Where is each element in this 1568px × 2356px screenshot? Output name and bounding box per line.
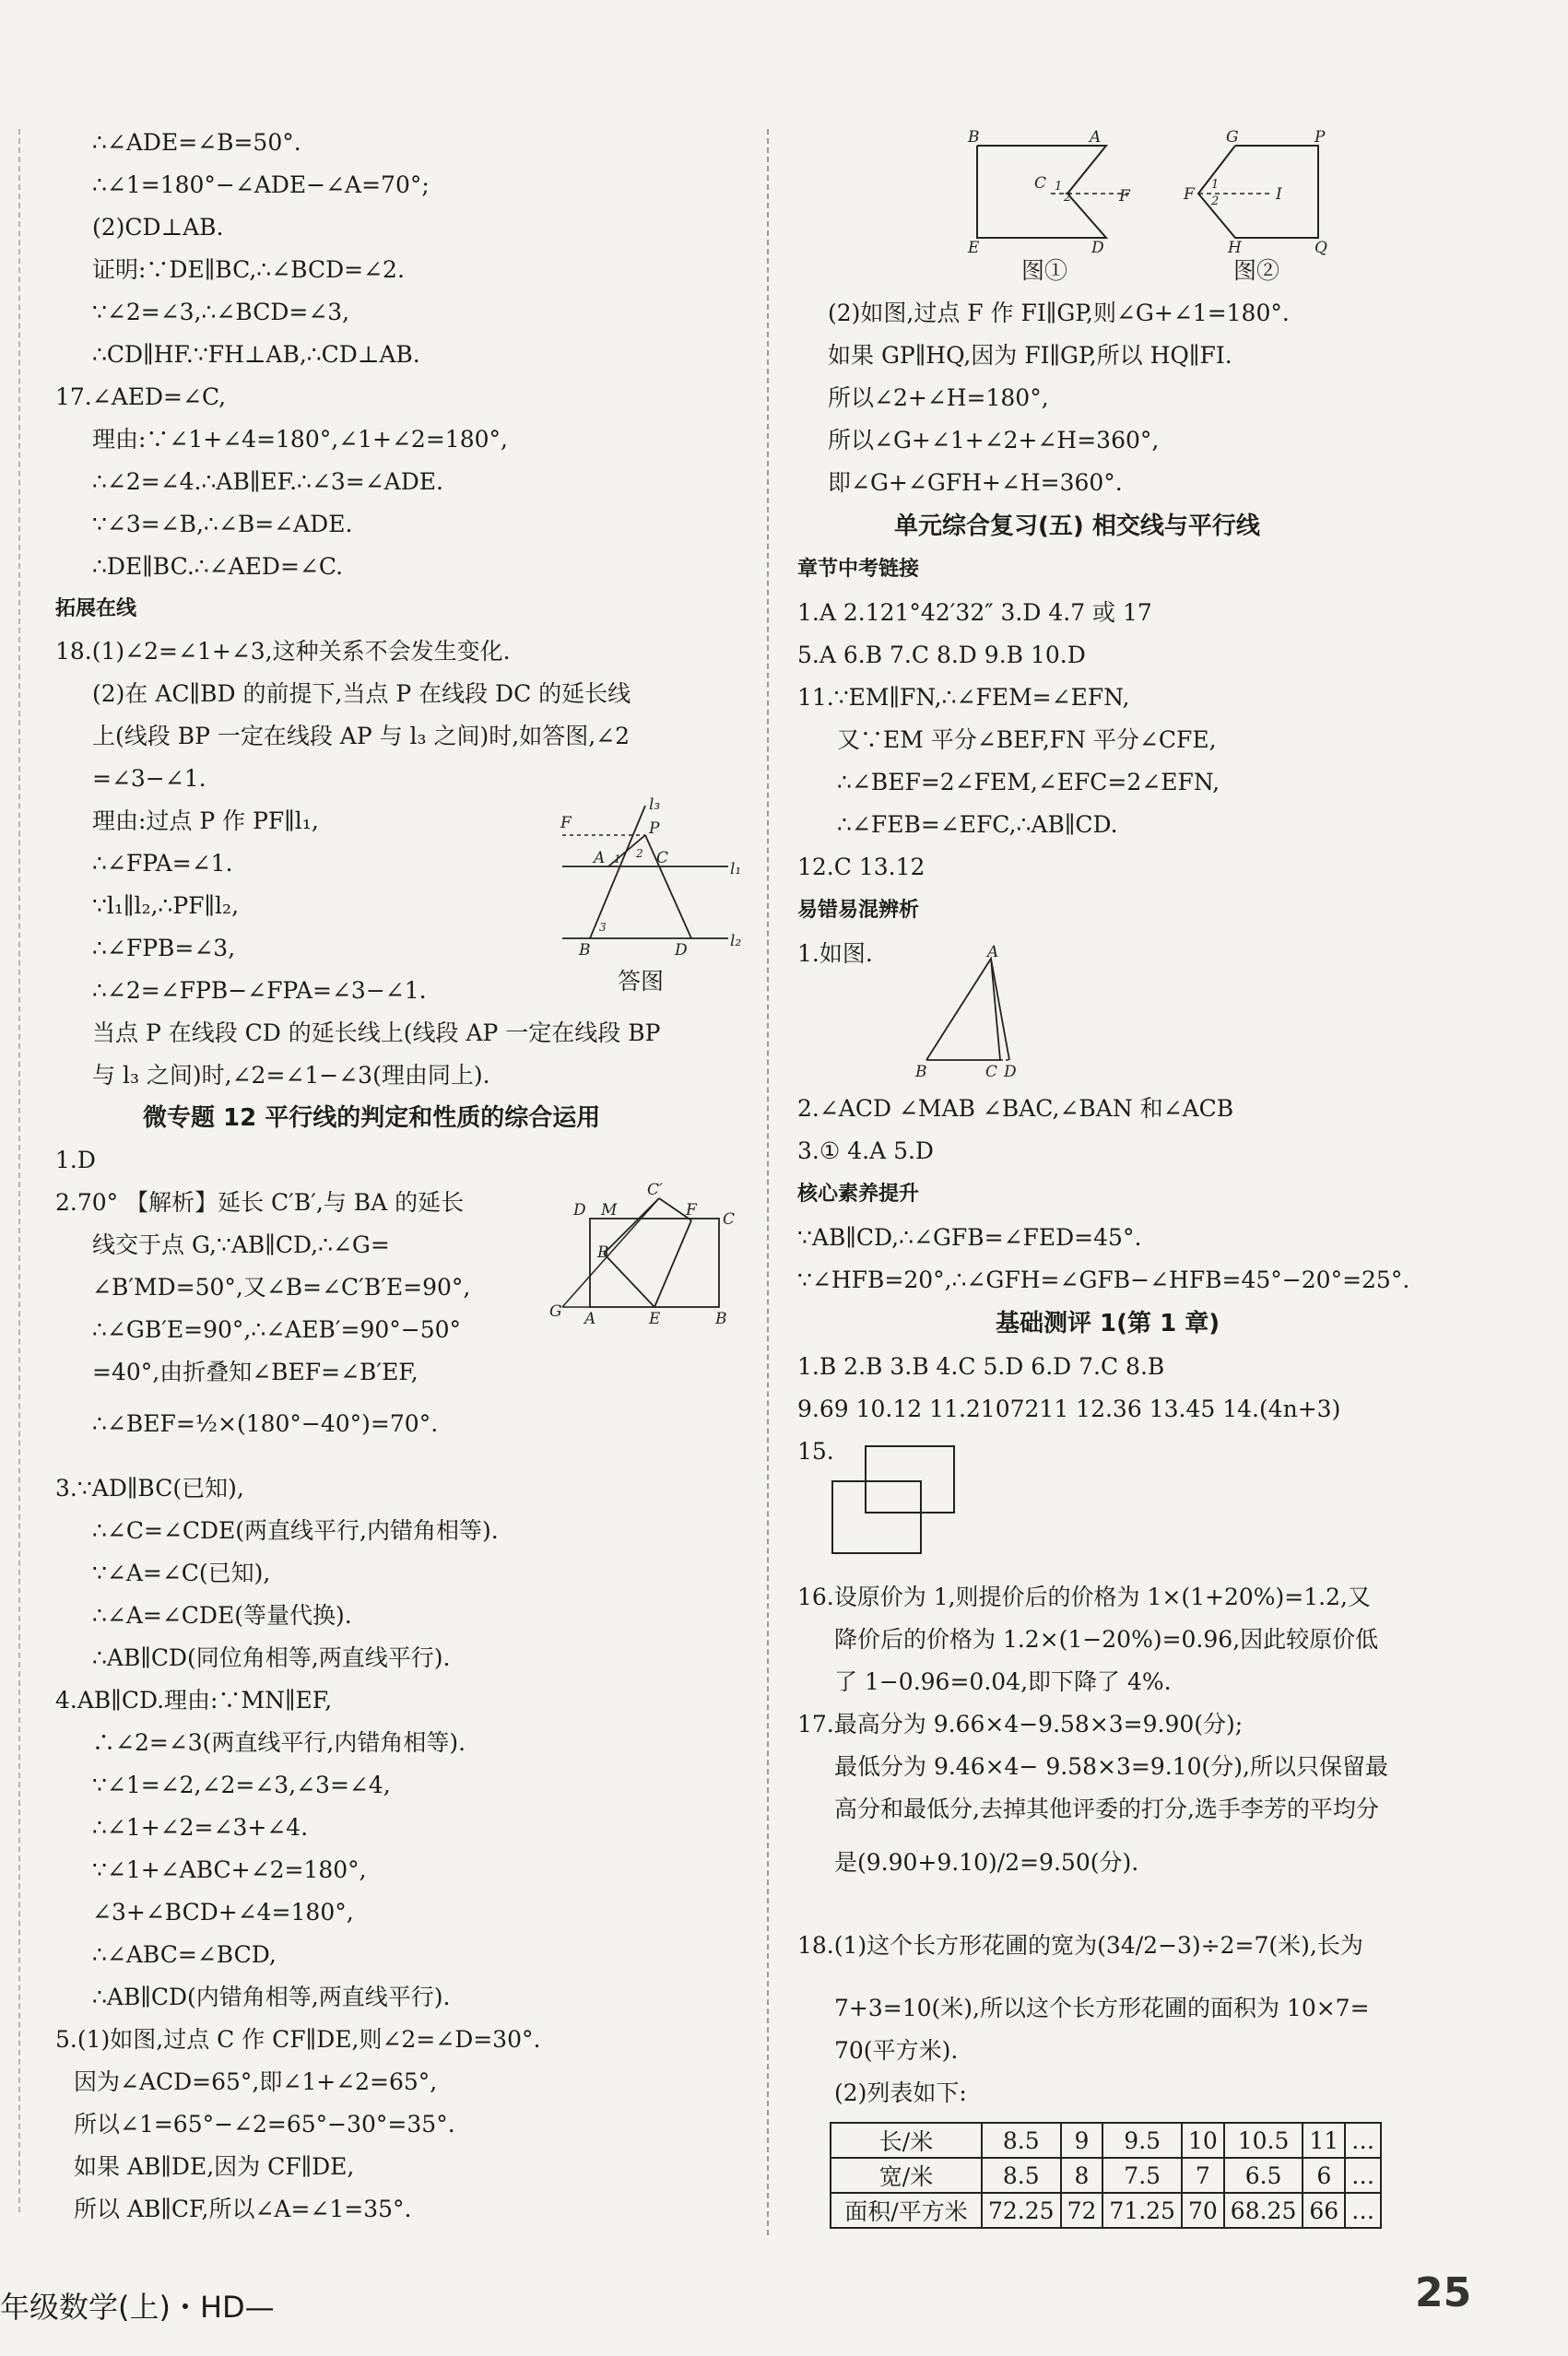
text-line: 所以∠2+∠H=180°, — [828, 384, 1049, 411]
text-line: ∴∠A=∠CDE(等量代换). — [92, 1602, 352, 1629]
text-line: 上(线段 BP 一定在线段 AP 与 l₃ 之间)时,如答图,∠2 — [92, 723, 631, 749]
svg-text:H: H — [1228, 239, 1242, 257]
section-heading: 基础测评 1(第 1 章) — [996, 1310, 1220, 1337]
svg-text:I: I — [1276, 185, 1282, 204]
table-cell: 72 — [1061, 2193, 1103, 2228]
svg-text:D: D — [1091, 239, 1104, 257]
table-cell: 68.25 — [1224, 2193, 1303, 2228]
table-cell: 66 — [1303, 2193, 1345, 2228]
svg-text:B: B — [968, 128, 980, 147]
table-cell: … — [1345, 2193, 1381, 2228]
text-line: ∴∠2=∠3(两直线平行,内错角相等). — [92, 1729, 466, 1756]
column-divider — [767, 129, 769, 2235]
figure-1 — [959, 128, 1143, 257]
section-heading: 章节中考链接 — [797, 558, 920, 581]
svg-text:C: C — [723, 1210, 736, 1229]
text-line: 与 l₃ 之间)时,∠2=∠1−∠3(理由同上). — [92, 1062, 490, 1089]
text-line: ∴∠BEF=½×(180°−40°)=70°. — [92, 1410, 439, 1437]
text-line: 降价后的价格为 1.2×(1−20%)=0.96,因此较原价低 — [834, 1626, 1379, 1653]
table-cell: 10 — [1182, 2123, 1224, 2158]
text-line: ∴DE∥BC.∴∠AED=∠C. — [92, 553, 344, 580]
svg-text:l₁: l₁ — [730, 860, 742, 878]
text-line: 18.(1)这个长方形花圃的宽为(34/2−3)÷2=7(米),长为 — [797, 1932, 1363, 1959]
triangle-figure — [908, 943, 1037, 1088]
svg-text:B: B — [915, 1063, 927, 1081]
table-cell: 6.5 — [1224, 2158, 1303, 2193]
svg-text:C: C — [656, 849, 669, 867]
table-row — [831, 2193, 1381, 2228]
svg-text:D: D — [1004, 1063, 1017, 1081]
text-line: ∠3+∠BCD+∠4=180°, — [92, 1899, 354, 1926]
text-line: ∴∠GB′E=90°,∴∠AEB′=90°−50° — [92, 1316, 462, 1343]
text-line: 证明:∵DE∥BC,∴∠BCD=∠2. — [92, 256, 405, 283]
text-line: (2)如图,过点 F 作 FI∥GP,则∠G+∠1=180°. — [828, 300, 1290, 326]
svg-text:C: C — [985, 1063, 998, 1081]
text-line: 5.A 6.B 7.C 8.D 9.B 10.D — [797, 642, 1086, 668]
svg-text:A: A — [584, 1310, 596, 1328]
section-heading: 核心素养提升 — [797, 1183, 920, 1206]
svg-text:P: P — [1315, 128, 1326, 147]
text-line: =40°,由折叠知∠BEF=∠B′EF, — [92, 1359, 419, 1385]
text-line: ∠B′MD=50°,又∠B=∠C′B′E=90°, — [92, 1274, 471, 1301]
svg-text:D: D — [675, 941, 688, 960]
text-line: 即∠G+∠GFH+∠H=360°. — [828, 469, 1123, 496]
table-cell: 6 — [1303, 2158, 1345, 2193]
text-line: ∴AB∥CD(同位角相等,两直线平行). — [92, 1644, 451, 1671]
table-cell: 8.5 — [982, 2123, 1061, 2158]
svg-text:l₃: l₃ — [649, 795, 661, 814]
table-cell: 9 — [1061, 2123, 1103, 2158]
text-line: ∵∠1=∠2,∠2=∠3,∠3=∠4, — [92, 1772, 391, 1798]
svg-text:1: 1 — [1211, 178, 1220, 192]
row-header-cell: 宽/米 — [831, 2158, 982, 2193]
answer-figure — [553, 795, 747, 960]
table-cell: 9.5 — [1102, 2123, 1182, 2158]
svg-text:B′: B′ — [597, 1243, 613, 1262]
text-line: 12.C 13.12 — [797, 854, 925, 880]
table-row — [831, 2158, 1381, 2193]
text-line: ∴∠ADE=∠B=50°. — [92, 129, 301, 156]
svg-text:F: F — [1119, 187, 1130, 206]
text-line: (2)列表如下: — [834, 2079, 967, 2106]
figure-1-caption: 图① — [1021, 257, 1068, 284]
svg-text:B: B — [715, 1310, 727, 1328]
table-cell: 72.25 — [982, 2193, 1061, 2228]
text-line: ∵l₁∥l₂,∴PF∥l₂, — [92, 892, 240, 919]
table-row — [831, 2123, 1381, 2158]
row-header-cell: 面积/平方米 — [831, 2193, 982, 2228]
left-margin-rule — [18, 129, 20, 2212]
page-number: 25 — [1415, 2269, 1472, 2316]
text-line: ∴CD∥HF.∵FH⊥AB,∴CD⊥AB. — [92, 341, 420, 368]
text-line: 17.最高分为 9.66×4−9.58×3=9.90(分); — [797, 1711, 1244, 1738]
text-line: ∵AB∥CD,∴∠GFB=∠FED=45°. — [797, 1224, 1142, 1251]
text-line: 理由:过点 P 作 PF∥l₁, — [92, 807, 319, 834]
text-line: 1.D — [55, 1147, 96, 1173]
text-line: 2.∠ACD ∠MAB ∠BAC,∠BAN 和∠ACB — [797, 1095, 1234, 1122]
svg-text:2: 2 — [1064, 191, 1072, 205]
text-line: 最低分为 9.46×4− 9.58×3=9.10(分),所以只保留最 — [834, 1753, 1388, 1780]
svg-text:Q: Q — [1315, 239, 1327, 257]
answer-figure-caption: 答图 — [618, 968, 665, 995]
text-line: 7+3=10(米),所以这个长方形花圃的面积为 10×7= — [834, 1995, 1370, 2021]
text-line: ∴AB∥CD(内错角相等,两直线平行). — [92, 1984, 451, 2010]
squares-figure — [825, 1443, 963, 1562]
text-line: 9.69 10.12 11.2107211 12.36 13.45 14.(4n+3) — [797, 1396, 1341, 1422]
text-line: =∠3−∠1. — [92, 765, 206, 792]
svg-text:2: 2 — [636, 847, 643, 860]
svg-text:A: A — [987, 943, 999, 961]
text-line: 又∵EM 平分∠BEF,FN 平分∠CFE, — [837, 726, 1217, 753]
text-line: ∵∠2=∠3,∴∠BCD=∠3, — [92, 299, 350, 325]
text-line: ∴∠1=180°−∠ADE−∠A=70°; — [92, 171, 430, 198]
text-line: 16.设原价为 1,则提价后的价格为 1×(1+20%)=1.2,又 — [797, 1584, 1371, 1610]
text-line: ∵∠1+∠ABC+∠2=180°, — [92, 1856, 367, 1883]
text-line: (2)在 AC∥BD 的前提下,当点 P 在线段 DC 的延长线 — [92, 680, 631, 707]
folding-figure — [549, 1178, 737, 1328]
text-line: (2)CD⊥AB. — [92, 214, 224, 241]
text-line: 1.A 2.121°42′32″ 3.D 4.7 或 17 — [797, 599, 1152, 626]
svg-text:l₂: l₂ — [730, 932, 742, 950]
footer-text: 年级数学(上)・HD— — [0, 2290, 275, 2325]
text-line: 了 1−0.96=0.04,即下降了 4%. — [834, 1668, 1172, 1695]
table-cell: 70 — [1182, 2193, 1224, 2228]
figure-2-caption: 图② — [1233, 257, 1280, 284]
text-line: 3.① 4.A 5.D — [797, 1137, 934, 1164]
text-line: ∴∠FEB=∠EFC,∴AB∥CD. — [837, 811, 1118, 838]
svg-text:B: B — [579, 941, 591, 960]
table-cell: 7.5 — [1102, 2158, 1182, 2193]
table-cell: 7 — [1182, 2158, 1224, 2193]
text-line: 所以∠G+∠1+∠2+∠H=360°, — [828, 427, 1160, 454]
text-line: ∴∠1+∠2=∠3+∠4. — [92, 1814, 309, 1841]
text-line: 所以∠1=65°−∠2=65°−30°=35°. — [74, 2111, 455, 2138]
text-line: 4.AB∥CD.理由:∵MN∥EF, — [55, 1687, 333, 1714]
svg-text:P: P — [649, 819, 660, 838]
text-line: ∵∠HFB=20°,∴∠GFH=∠GFB−∠HFB=45°−20°=25°. — [797, 1266, 1410, 1293]
svg-text:F: F — [560, 814, 572, 832]
text-line: 理由:∵∠1+∠4=180°,∠1+∠2=180°, — [92, 426, 508, 453]
section-heading: 单元综合复习(五) 相交线与平行线 — [894, 512, 1260, 540]
table-cell: 8.5 — [982, 2158, 1061, 2193]
svg-text:C′: C′ — [647, 1181, 663, 1199]
table-cell: … — [1345, 2123, 1381, 2158]
svg-text:D: D — [573, 1201, 586, 1219]
text-line: ∴∠FPA=∠1. — [92, 850, 233, 877]
text-line: ∴∠2=∠4.∴AB∥EF.∴∠3=∠ADE. — [92, 468, 443, 495]
text-line: 3.∵AD∥BC(已知), — [55, 1475, 244, 1502]
svg-text:G: G — [549, 1302, 562, 1321]
text-line: 15. — [797, 1438, 834, 1465]
svg-text:1: 1 — [614, 853, 621, 866]
table-cell: … — [1345, 2158, 1381, 2193]
length-width-area-table — [830, 2122, 1382, 2229]
text-line: 2.70° 【解析】延长 C′B′,与 BA 的延长 — [55, 1189, 465, 1216]
section-heading: 微专题 12 平行线的判定和性质的综合运用 — [143, 1104, 601, 1132]
svg-text:F: F — [1184, 185, 1195, 204]
table-cell: 71.25 — [1102, 2193, 1182, 2228]
svg-text:A: A — [1090, 128, 1102, 147]
svg-text:M: M — [601, 1201, 618, 1219]
svg-text:E: E — [649, 1310, 661, 1328]
text-line: 所以 AB∥CF,所以∠A=∠1=35°. — [74, 2196, 412, 2222]
text-line: 当点 P 在线段 CD 的延长线上(线段 AP 一定在线段 BP — [92, 1019, 661, 1046]
figure-2 — [1180, 128, 1355, 257]
text-line: ∵∠3=∠B,∴∠B=∠ADE. — [92, 511, 353, 537]
text-line: 高分和最低分,去掉其他评委的打分,选手李芳的平均分 — [834, 1796, 1379, 1822]
text-line: 1.如图. — [797, 940, 873, 967]
svg-text:F: F — [686, 1201, 697, 1219]
text-line: 如果 GP∥HQ,因为 FI∥GP,所以 HQ∥FI. — [828, 342, 1232, 369]
text-line: ∵∠A=∠C(已知), — [92, 1560, 271, 1586]
section-heading: 易错易混辨析 — [797, 899, 920, 922]
table-cell: 11 — [1303, 2123, 1345, 2158]
table-cell: 8 — [1061, 2158, 1103, 2193]
text-line: ∴∠BEF=2∠FEM,∠EFC=2∠EFN, — [837, 769, 1220, 795]
text-line: 5.(1)如图,过点 C 作 CF∥DE,则∠2=∠D=30°. — [55, 2026, 541, 2053]
svg-text:A: A — [594, 849, 606, 867]
text-line: 是(9.90+9.10)/2=9.50(分). — [834, 1849, 1139, 1876]
text-line: ∴∠C=∠CDE(两直线平行,内错角相等). — [92, 1517, 499, 1544]
text-line: ∴∠ABC=∠BCD, — [92, 1941, 277, 1968]
svg-text:C: C — [1034, 174, 1047, 193]
text-line: 18.(1)∠2=∠1+∠3,这种关系不会发生变化. — [55, 638, 511, 665]
text-line: 如果 AB∥DE,因为 CF∥DE, — [74, 2153, 355, 2180]
table-cell: 10.5 — [1224, 2123, 1303, 2158]
svg-text:3: 3 — [599, 921, 607, 934]
text-line: 因为∠ACD=65°,即∠1+∠2=65°, — [74, 2068, 438, 2095]
row-header-cell: 长/米 — [831, 2123, 982, 2158]
svg-text:E: E — [968, 239, 980, 257]
svg-text:G: G — [1226, 128, 1239, 147]
text-line: 70(平方米). — [834, 2037, 959, 2064]
text-line: 11.∵EM∥FN,∴∠FEM=∠EFN, — [797, 684, 1130, 711]
section-heading: 拓展在线 — [55, 597, 137, 620]
text-line: ∴∠FPB=∠3, — [92, 935, 236, 961]
text-line: 1.B 2.B 3.B 4.C 5.D 6.D 7.C 8.B — [797, 1353, 1165, 1380]
text-line: ∴∠2=∠FPB−∠FPA=∠3−∠1. — [92, 977, 427, 1004]
svg-text:2: 2 — [1211, 194, 1220, 208]
text-line: 17.∠AED=∠C, — [55, 383, 227, 410]
text-line: 线交于点 G,∵AB∥CD,∴∠G= — [92, 1231, 390, 1258]
svg-text:1: 1 — [1055, 180, 1063, 194]
